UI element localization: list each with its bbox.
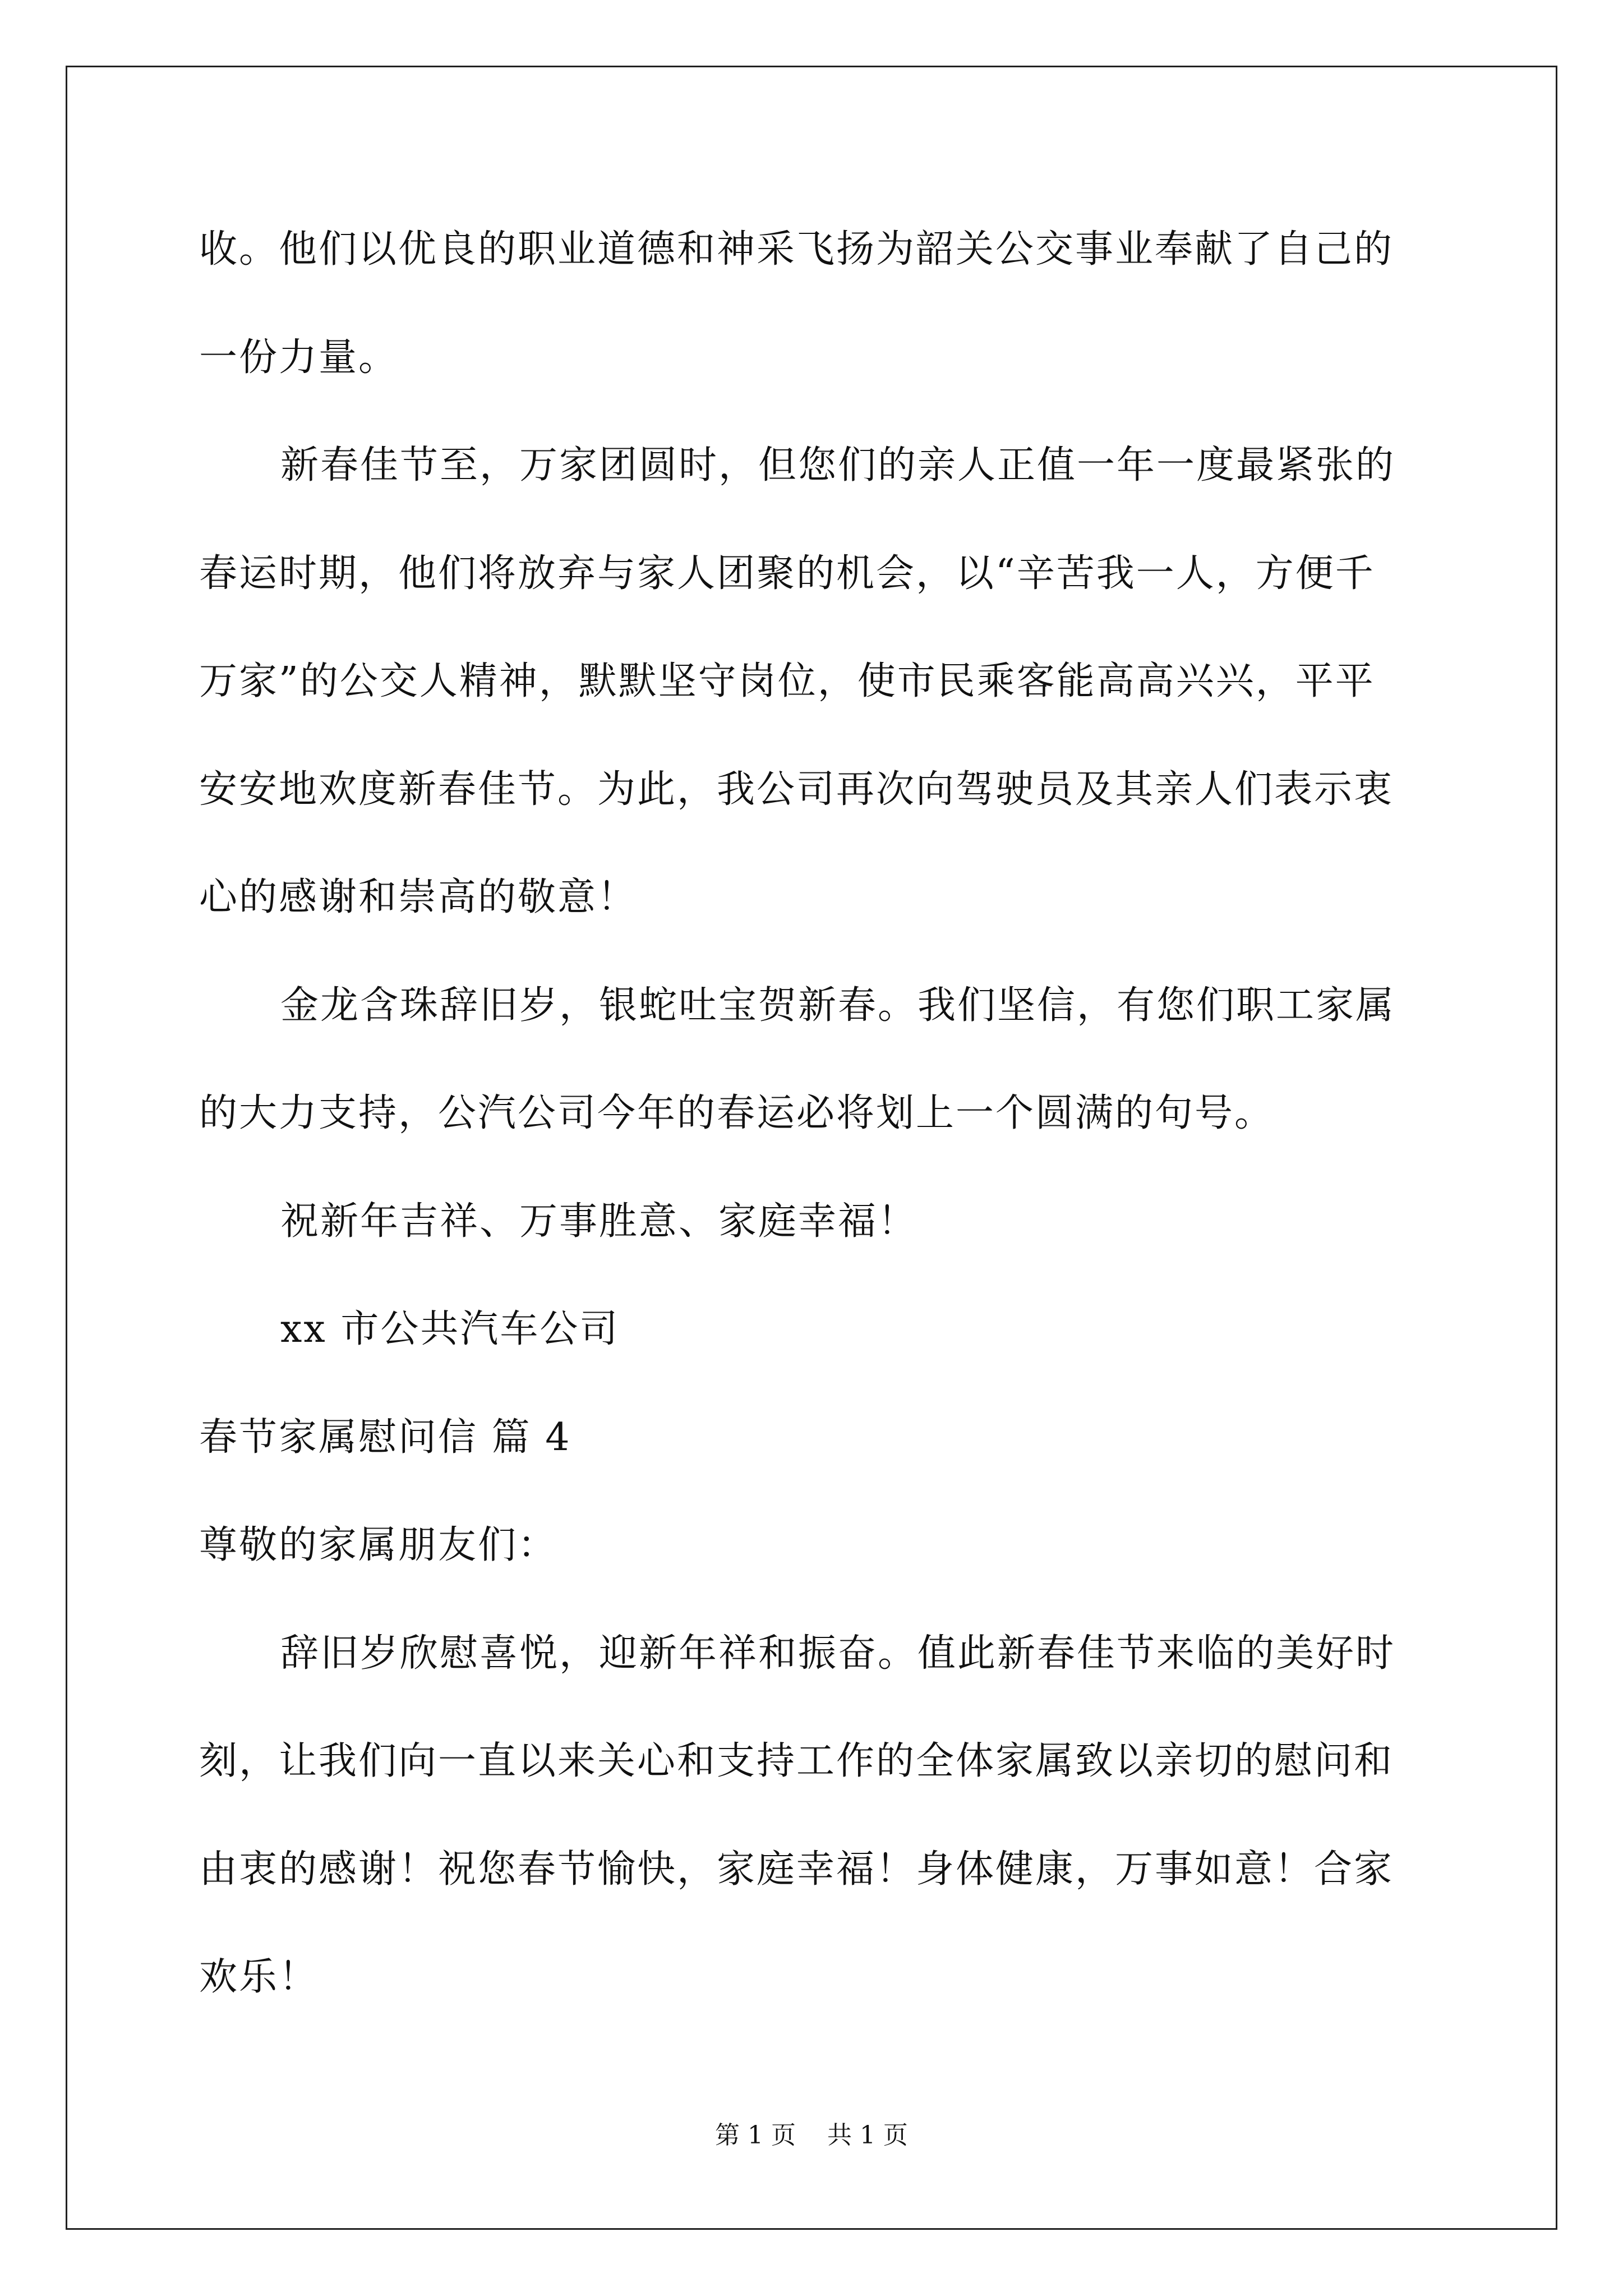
body-text-line: 欢乐！ (199, 1955, 319, 1999)
greeting-line: 祝新年吉祥、万事胜意、家庭幸福！ (280, 1199, 918, 1244)
salutation-line: 尊敬的家属朋友们： (199, 1523, 558, 1567)
body-text-line: 安安地欢度新春佳节。为此，我公司再次向驾驶员及其亲人们表示衷 (199, 767, 1394, 812)
body-text-line: 刻，让我们向一直以来关心和支持工作的全体家属致以亲切的慰问和 (199, 1739, 1394, 1783)
body-text-line: 心的感谢和崇高的敬意！ (199, 875, 638, 919)
body-text-line: 春运时期，他们将放弃与家人团聚的机会，以“辛苦我一人，方便千 (199, 551, 1375, 596)
body-text-line: 一份力量。 (199, 335, 399, 380)
section-title: 春节家属慰问信 篇 4 (199, 1415, 571, 1460)
paragraph-first-line: 新春佳节至，万家团圆时，但您们的亲人正值一年一度最紧张的 (280, 443, 1396, 487)
body-text-line: 万家”的公交人精神，默默坚守岗位，使市民乘客能高高兴兴，平平 (199, 659, 1375, 703)
body-text-line: 的大力支持，公汽公司今年的春运必将划上一个圆满的句号。 (199, 1091, 1275, 1135)
paragraph-first-line: 金龙含珠辞旧岁，银蛇吐宝贺新春。我们坚信，有您们职工家属 (280, 983, 1396, 1028)
page-border (66, 66, 1557, 2230)
body-text-line: 由衷的感谢！祝您春节愉快，家庭幸福！身体健康，万事如意！合家 (199, 1847, 1394, 1892)
signature-line: xx 市公共汽车公司 (280, 1307, 620, 1351)
paragraph-first-line: 辞旧岁欣慰喜悦，迎新年祥和振奋。值此新春佳节来临的美好时 (280, 1631, 1396, 1676)
body-text-line: 收。他们以优良的职业道德和神采飞扬为韶关公交事业奉献了自己的 (199, 227, 1394, 272)
page-number-footer: 第 1 页 共 1 页 (715, 2121, 908, 2150)
